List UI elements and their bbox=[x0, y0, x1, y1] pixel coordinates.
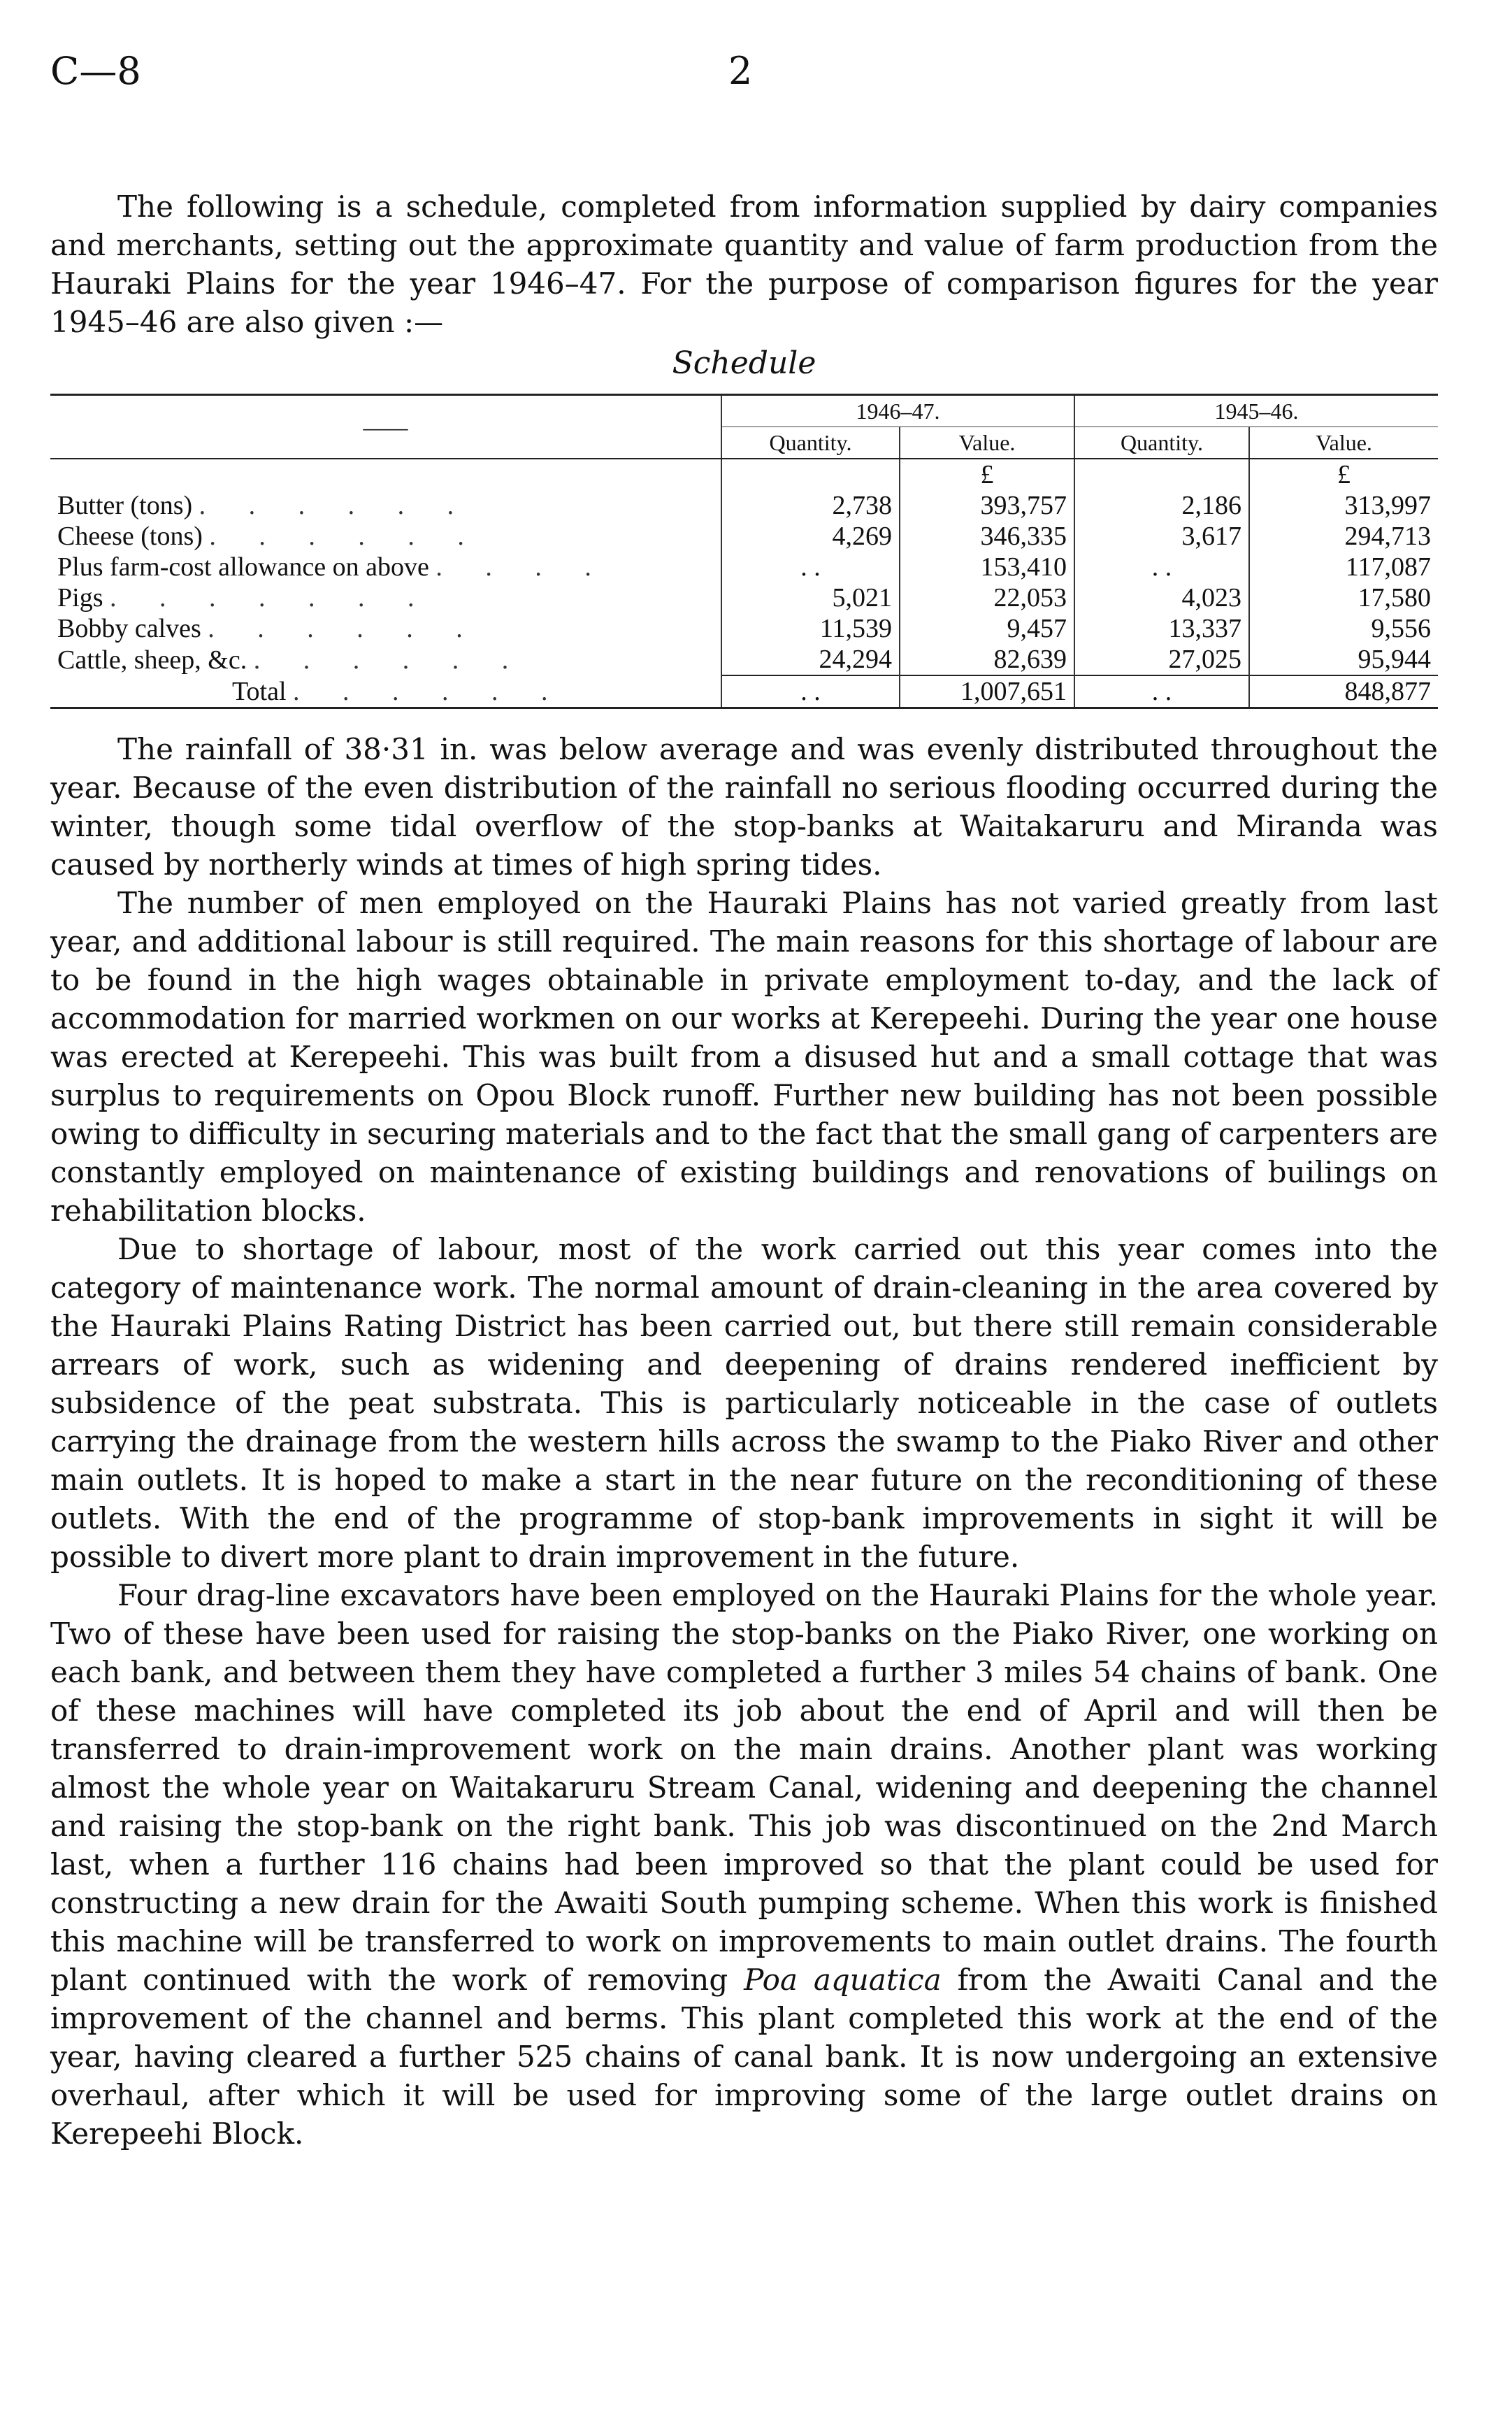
currency-row bbox=[50, 459, 1438, 490]
row-label: Butter (tons) bbox=[57, 491, 193, 520]
table-row bbox=[50, 582, 1438, 613]
table-total-row bbox=[50, 675, 1438, 708]
cell-quantity-1945: 13,337 bbox=[1074, 613, 1249, 644]
cell-quantity-1946: 24,294 bbox=[721, 644, 900, 675]
leader-dots: . . . . . . bbox=[293, 676, 566, 706]
pound-sign: £ bbox=[1249, 459, 1438, 490]
cell-quantity-1945: 4,023 bbox=[1074, 582, 1249, 613]
cell-quantity-1946: 5,021 bbox=[721, 582, 900, 613]
total-value-1945: 848,877 bbox=[1249, 675, 1438, 708]
cell-value-1946: 393,757 bbox=[900, 490, 1074, 521]
row-label: Cattle, sheep, &c. bbox=[57, 645, 247, 675]
leader-dots: . . . . . . bbox=[208, 614, 481, 643]
leader-dots: . . . . bbox=[435, 552, 610, 582]
header-year-1946: 1946–47. bbox=[721, 395, 1074, 427]
cell-quantity-1945: 27,025 bbox=[1074, 644, 1249, 675]
cell-quantity-1945: 3,617 bbox=[1074, 521, 1249, 552]
total-label: Total bbox=[232, 676, 287, 706]
header-year-1945: 1945–46. bbox=[1074, 395, 1438, 427]
document-page bbox=[50, 49, 1438, 2153]
pound-sign: £ bbox=[900, 459, 1074, 490]
cell-quantity-1946: 2,738 bbox=[721, 490, 900, 521]
intro-paragraph: The following is a schedule, completed from information supplied by dairy companies and merchants, setting out the approximate quantity and value of farm production from the Hauraki Plains for the year 1946–47. For the purpose of comparison figures for the year 1945–46 are also given :— bbox=[50, 189, 1438, 339]
total-quantity-1945: . . bbox=[1074, 675, 1249, 708]
cell-value-1945: 117,087 bbox=[1249, 552, 1438, 582]
document-reference: C—8 bbox=[50, 49, 141, 93]
cell-quantity-1945: . . bbox=[1074, 552, 1249, 582]
cell-value-1945: 294,713 bbox=[1249, 521, 1438, 552]
paragraph-excavators bbox=[50, 1576, 1438, 2153]
table-row bbox=[50, 644, 1438, 675]
cell-value-1945: 9,556 bbox=[1249, 613, 1438, 644]
cell-value-1946: 153,410 bbox=[900, 552, 1074, 582]
table-row bbox=[50, 552, 1438, 582]
cell-value-1945: 17,580 bbox=[1249, 582, 1438, 613]
table-header-years bbox=[50, 395, 1438, 427]
row-label: Cheese (tons) bbox=[57, 522, 203, 551]
row-label: Pigs bbox=[57, 583, 103, 612]
paragraph-excavators-part2: from the Awaiti Canal and the improvement of the channel and berms. This plant completed this work at the end of the year, having cleared a further 525 chains of canal bank. It is now undergoing an extensive overhaul, after which it will be used for improving some of the large outlet drains on Kerepeehi Block. bbox=[50, 1963, 1438, 2151]
paragraph-excavators-part1: Four drag-line excavators have been employed on the Hauraki Plains for the whole year. Two of these have been used for raising the stop-banks on the Piako River, one working on each bank, and between them they have completed a further 3 miles 54 chains of bank. One of these machines will have completed its job about the end of April and will then be transferred to drain-improvement work on the main drains. Another plant was working almost the whole year on Waitakaruru Stream Canal, widening and deepening the channel and raising the stop-bank on the right bank. This job was discontinued on the 2nd March last, when a further 116 chains had been improved so that the plant could be used for constructing a new drain for the Awaiti South pumping scheme. When this work is finished this machine will be transferred to work on improvements to main outlet drains. The fourth plant continued with the work of removing bbox=[50, 1578, 1438, 1997]
page-header bbox=[50, 49, 1438, 105]
paragraph-maintenance: Due to shortage of labour, most of the work carried out this year comes into the category of maintenance work. The normal amount of drain-cleaning in the area covered by the Hauraki Plains Rating District has been carried out, but there still remain considerable arrears of work, such as widening and deepening of drains rendered inefficient by subsidence of the peat substrata. This is particularly noticeable in the case of outlets carrying the drainage from the western hills across the swamp to the Piako River and other main outlets. It is hoped to make a start in the near future on the reconditioning of these outlets. With the end of the programme of stop-bank improvements in sight it will be possible to divert more plant to drain improvement in the future. bbox=[50, 1232, 1438, 1574]
total-quantity-1946: . . bbox=[721, 675, 900, 708]
header-quantity-1945: Quantity. bbox=[1074, 427, 1249, 459]
row-label: Plus farm-cost allowance on above bbox=[57, 552, 429, 582]
schedule-title: Schedule bbox=[672, 345, 816, 381]
cell-quantity-1946: 4,269 bbox=[721, 521, 900, 552]
header-blank-cell bbox=[50, 395, 721, 459]
cell-value-1945: 95,944 bbox=[1249, 644, 1438, 675]
total-value-1946: 1,007,651 bbox=[900, 675, 1074, 708]
schedule-table bbox=[50, 394, 1438, 709]
cell-quantity-1946: . . bbox=[721, 552, 900, 582]
table-row bbox=[50, 521, 1438, 552]
table-row bbox=[50, 490, 1438, 521]
cell-quantity-1945: 2,186 bbox=[1074, 490, 1249, 521]
species-name: Poa aquatica bbox=[744, 1963, 942, 1997]
cell-value-1946: 9,457 bbox=[900, 613, 1074, 644]
cell-value-1945: 313,997 bbox=[1249, 490, 1438, 521]
cell-value-1946: 82,639 bbox=[900, 644, 1074, 675]
body-text bbox=[50, 730, 1438, 2153]
page-number: 2 bbox=[728, 49, 753, 93]
cell-quantity-1946: 11,539 bbox=[721, 613, 900, 644]
paragraph-labour: The number of men employed on the Hauraki Plains has not varied greatly from last year, and additional labour is still required. The main reasons for this shortage of labour are to be found in the high wages obtainable in private employment to-day, and the lack of accommodation for married workmen on our works at Kerepeehi. During the year one house was erected at Kerepeehi. This was built from a disused hut and a small cottage that was surplus to requirements on Opou Block runoff. Further new building has not been possible owing to difficulty in securing materials and to the fact that the small gang of carpenters are constantly employed on maintenance of existing buildings and renovations of builings on rehabilitation blocks. bbox=[50, 886, 1438, 1228]
table-row bbox=[50, 613, 1438, 644]
header-dash: —— bbox=[363, 414, 408, 440]
header-quantity-1946: Quantity. bbox=[721, 427, 900, 459]
leader-dots: . . . . . . bbox=[253, 645, 527, 675]
leader-dots: . . . . . . bbox=[209, 522, 482, 551]
row-label: Bobby calves bbox=[57, 614, 201, 643]
paragraph-rainfall: The rainfall of 38·31 in. was below average and was evenly distributed throughout the year. Because of the even distribution of the rainfall no serious flooding occurred during the winter, though some tidal overflow of the stop-banks at Waitakaruru and Miranda was caused by northerly winds at times of high spring tides. bbox=[50, 732, 1438, 882]
cell-value-1946: 346,335 bbox=[900, 521, 1074, 552]
leader-dots: . . . . . . bbox=[199, 491, 473, 520]
leader-dots: . . . . . . . bbox=[109, 583, 433, 612]
header-value-1946: Value. bbox=[900, 427, 1074, 459]
cell-value-1946: 22,053 bbox=[900, 582, 1074, 613]
header-value-1945: Value. bbox=[1249, 427, 1438, 459]
